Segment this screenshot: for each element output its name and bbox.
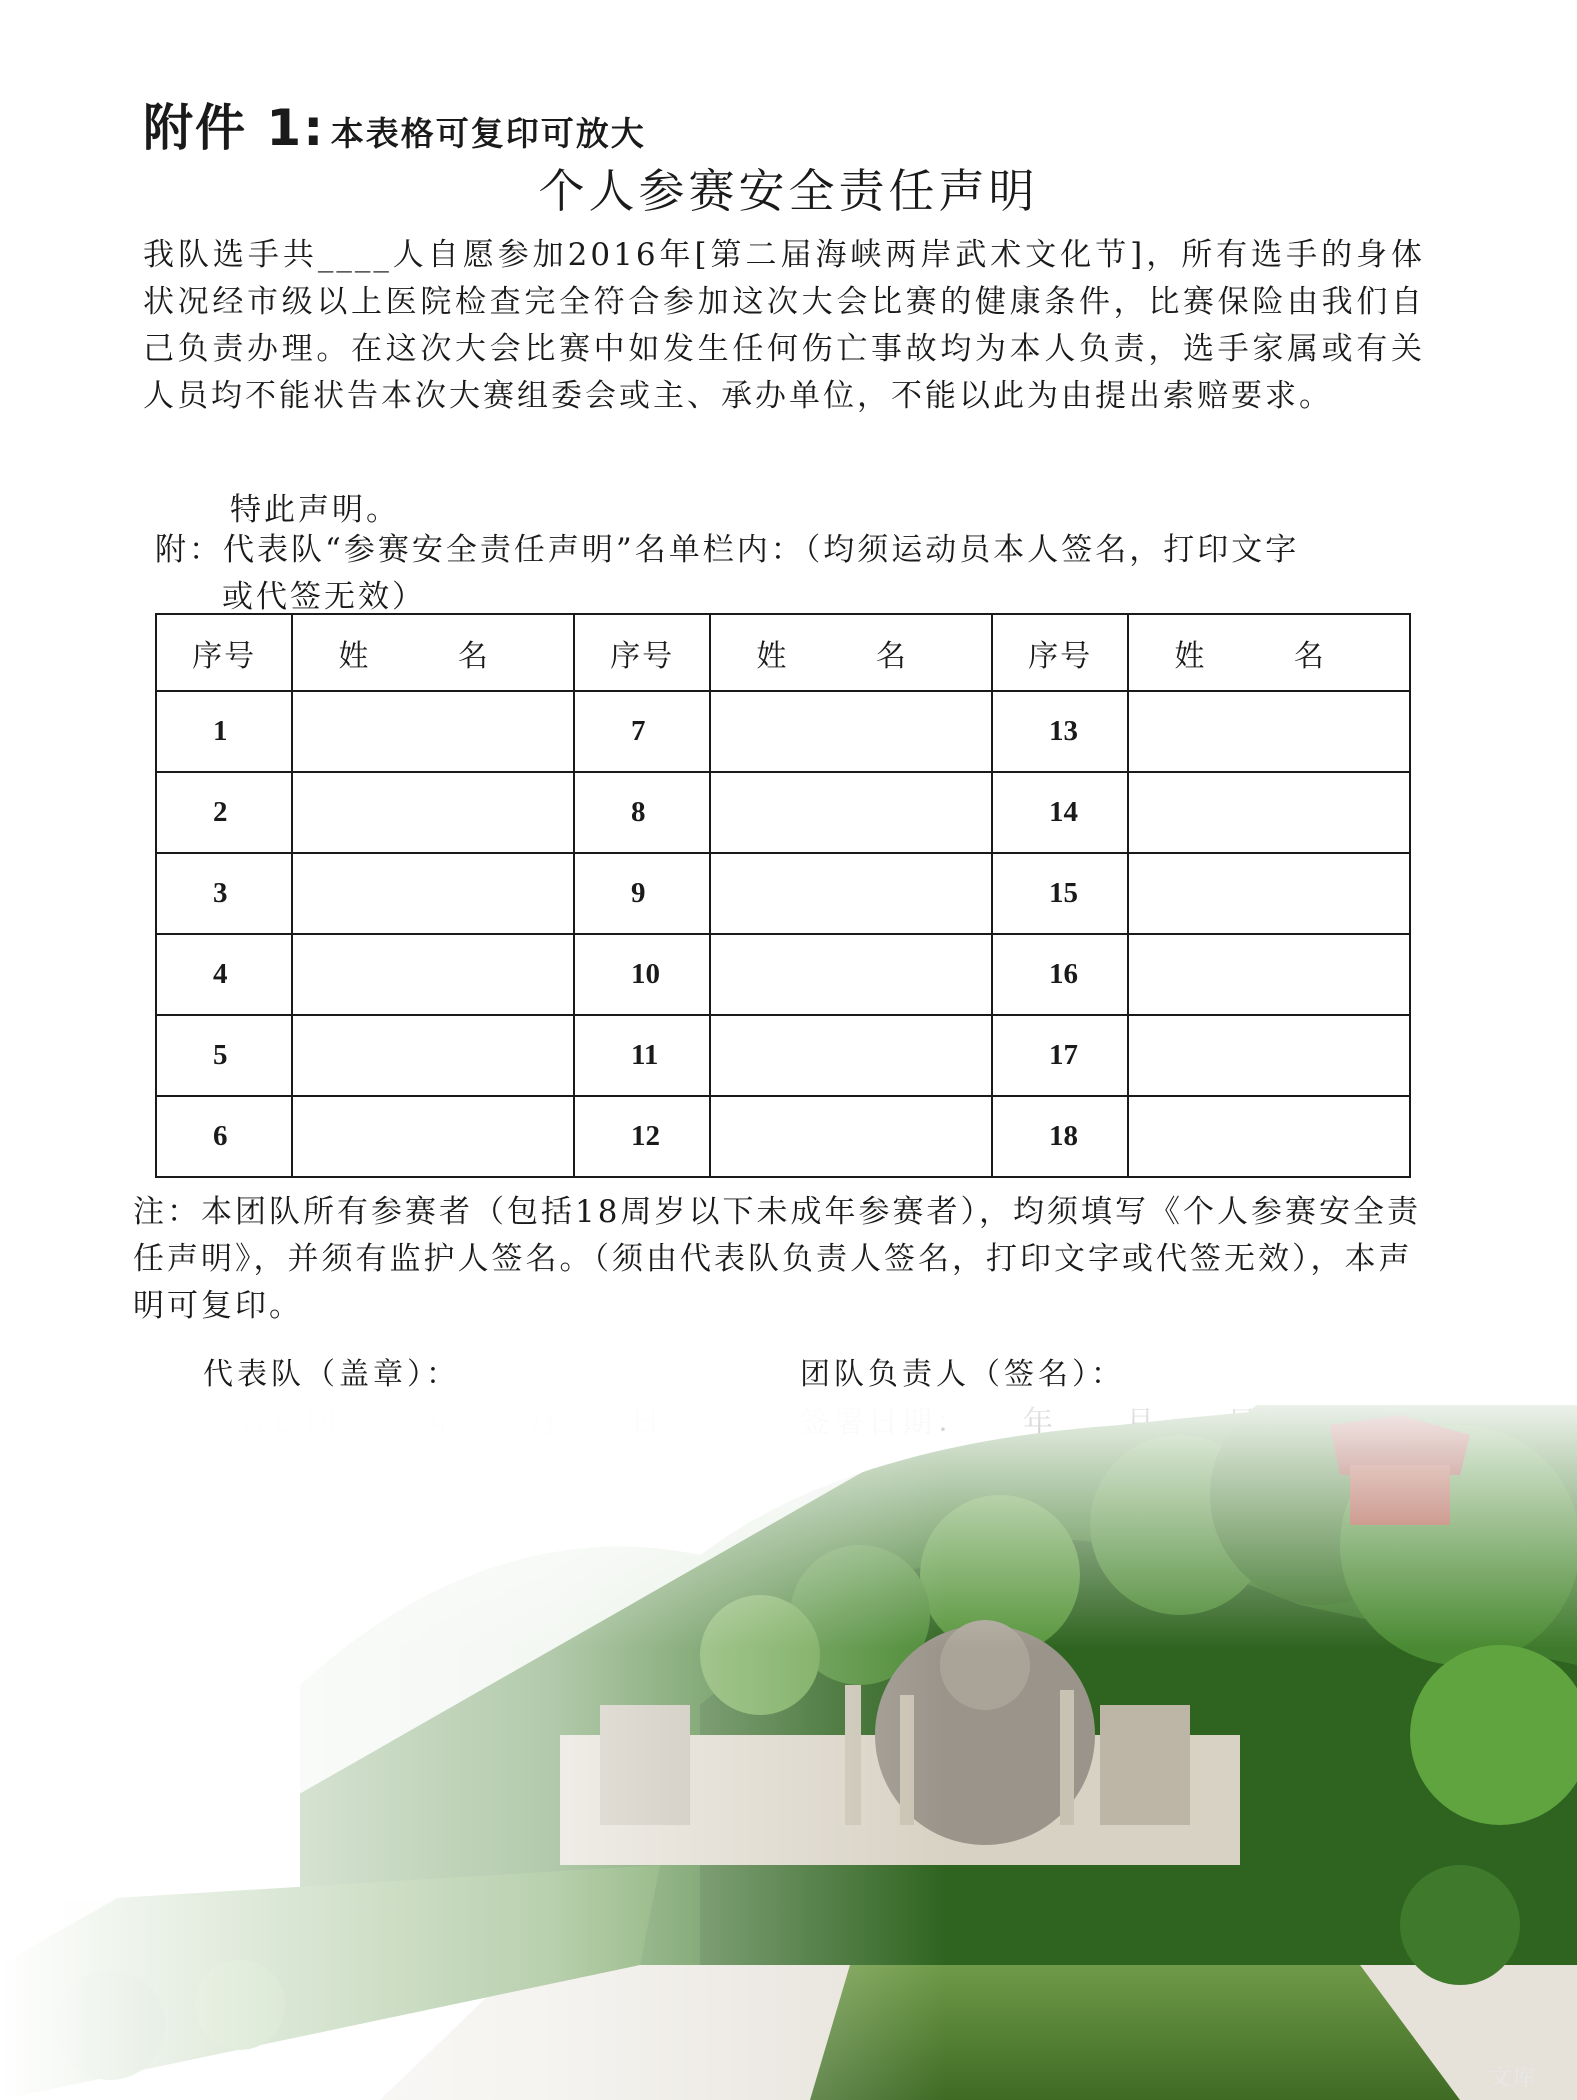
name-cell[interactable] [710,934,992,1015]
column-header-name: 姓 名 [292,614,574,691]
watermark-text: 文库 [1488,2066,1537,2091]
footnote: 注：本团队所有参赛者（包括18周岁以下未成年参赛者），均须填写《个人参赛安全责任声明》，并须有监护人签名。（须由代表队负责人签名，打印文字或代签无效），本声明可复印。 [133,1194,1421,1324]
appendix-line-1: 附：代表队“参赛安全责任声明”名单栏内：（均须运动员本人签名，打印文字 [155,532,1300,568]
row-number: 15 [992,853,1128,934]
table-row [156,691,1410,772]
row-number: 14 [992,772,1128,853]
row-number: 10 [574,934,710,1015]
row-number: 12 [574,1096,710,1177]
table-header-row [156,614,1410,691]
row-number: 6 [156,1096,292,1177]
document-title: 个人参赛安全责任声明 [538,164,1039,218]
appendix-line-2: 或代签无效） [222,579,426,615]
team-seal-label: 代表队（盖章）： [203,1357,460,1392]
name-cell[interactable] [710,853,992,934]
name-cell[interactable] [710,1015,992,1096]
row-number: 5 [156,1015,292,1096]
team-leader-label: 团队负责人（签名）： [800,1357,1125,1392]
column-header-number: 序号 [992,614,1128,691]
name-cell[interactable] [1128,1096,1410,1177]
row-number: 11 [574,1015,710,1096]
name-cell[interactable] [1128,853,1410,934]
attachment-heading [143,88,646,160]
name-cell[interactable] [710,772,992,853]
row-number: 4 [156,934,292,1015]
appendix-note [155,527,1455,621]
name-cell[interactable] [1128,772,1410,853]
name-cell[interactable] [1128,691,1410,772]
row-number: 16 [992,934,1128,1015]
column-header-name: 姓 名 [710,614,992,691]
column-header-name: 姓 名 [1128,614,1410,691]
row-number: 13 [992,691,1128,772]
row-number: 18 [992,1096,1128,1177]
row-number: 8 [574,772,710,853]
attachment-label: 附件 1: [143,99,326,157]
table-row [156,1096,1410,1177]
name-cell[interactable] [1128,1015,1410,1096]
column-header-number: 序号 [574,614,710,691]
name-cell[interactable] [292,772,574,853]
name-cell[interactable] [1128,934,1410,1015]
name-cell[interactable] [710,1096,992,1177]
row-number: 2 [156,772,292,853]
column-header-number: 序号 [156,614,292,691]
name-cell[interactable] [292,934,574,1015]
row-number: 17 [992,1015,1128,1096]
table-row [156,853,1410,934]
photo-content [0,1405,1577,2100]
temple-garden-photo [0,1405,1577,2100]
declaration-paragraph: 我队选手共____人自愿参加2016年[第二届海峡两岸武术文化节]，所有选手的身体状况经市级以上医院检查完全符合参加这次大会比赛的健康条件，比赛保险由我们自己负责办理。在这次大会比赛中如发生任何伤亡事故均为本人负责，选手家属或有关人员均不能状告本次大赛组委会或主、承办单位，不能以此为由提出索赔要求。 [143,237,1425,414]
row-number: 3 [156,853,292,934]
participant-roster-table [155,613,1411,1178]
row-number: 9 [574,853,710,934]
closing-line: 特此声明。 [230,492,400,528]
name-cell[interactable] [292,1015,574,1096]
name-cell[interactable] [292,853,574,934]
table-row [156,772,1410,853]
row-number: 7 [574,691,710,772]
row-number: 1 [156,691,292,772]
attachment-note: 本表格可复印可放大 [330,114,646,153]
table-row [156,934,1410,1015]
name-cell[interactable] [710,691,992,772]
name-cell[interactable] [292,691,574,772]
name-cell[interactable] [292,1096,574,1177]
table-row [156,1015,1410,1096]
